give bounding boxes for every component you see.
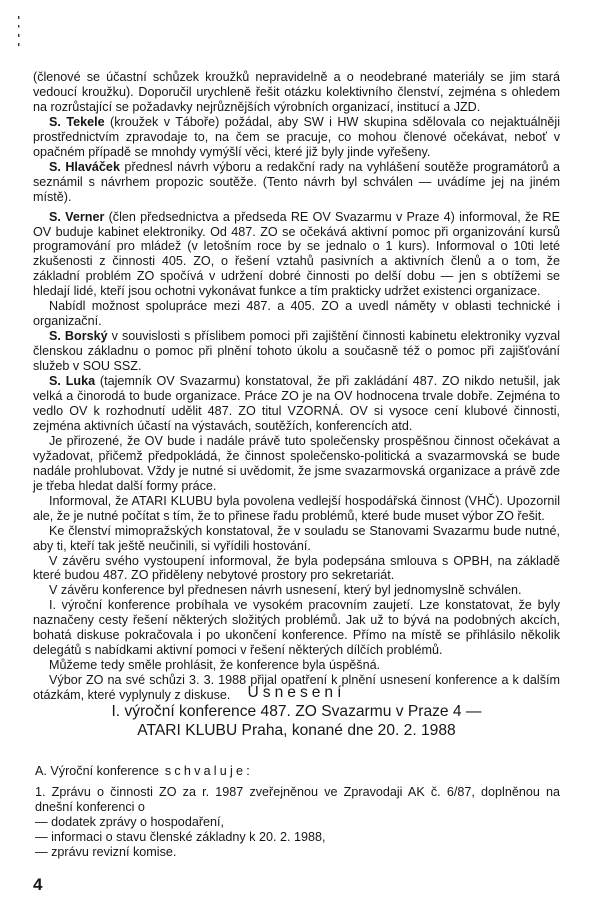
resolution-section-a [35,764,560,860]
paragraph-verner: S. Verner (člen předsednictva a předseda RE OV Svazarmu v Praze 4) informoval, že RE OV buduje kabinet elektroniky. Od 487. ZO se očekává aktivní pomoc při organizování kursů programování pro mládež (v letošním roce by se jednalo o 1 kurs). Informoval o 10ti leté zkušenosti z činnosti 405. ZO, o řešení vztahů pasivních a aktivních členů a o tom, že základní problém ZO spočívá v udržení dobré činnosti po delší dobu — jen s obtížemi se hledají lidé, kteří jsou ochotni vykonávat funkce a tím prakticky udržet existenci organizace. [33,209,560,299]
scan-margin-marks [17,12,21,52]
paragraph-membership: Ke členství mimopražských konstatoval, že v souladu se Stanovami Svazarmu bude nutné, aby ti, kteří tak ještě neučinili, si vyřídili hostování. [33,523,560,553]
paragraph-success: Můžeme tedy směle prohlásit, že konference byla úspěšná. [49,658,381,673]
speaker-name: S. Tekele [49,114,105,129]
paragraph-resolution-approved: V závěru konference byl přednesen návrh usnesení, který byl jednomyslně schválen. [49,583,522,598]
resolution-subtitle-line1: I. výroční konference 487. ZO Svazarmu v Praze 4 — [111,703,482,720]
paragraph-opbh: V závěru svého vystoupení informoval, že byla podepsána smlouva s OPBH, na základě které budou 487. ZO přiděleny nebytové prostory pro sekretariát. [33,553,560,583]
paragraph-vhc: Informoval, že ATARI KLUBU byla povolena vedlejší hospodářská činnost (VHČ). Upozornil ale, že je nutné počítat s tím, že to přinese řadu problémů, které bude muset výbor ZO řešit. [33,493,560,523]
list-item: 1. Zprávu o činnosti ZO za r. 1987 zveřejněnou ve Zpravodaji AK č. 6/87, doplněnou na dnešní konferenci o [35,784,560,814]
list-item: — informaci o stavu členské základny k 20. 2. 1988, [35,829,326,844]
speaker-name: S. Luka [49,374,96,389]
paragraph-natural: Je přirozené, že OV bude i nadále právě tuto společensky prospěšnou činnost očekávat a vyžadovat, přičemž předpokládá, že činnost společensko-politická a svazarmovská se bude nadále prohlubovat. Vždy je nutné si uvědomit, že jsme svazarmovská organizace a právě zde je třeba hledat další formy práce. [33,433,560,493]
speaker-name: S. Verner [49,209,105,224]
section-a-verb: schvaluje: [164,764,253,778]
minutes-body [33,70,560,703]
page-number: 4 [33,875,43,894]
paragraph-intro: (členové se účastní schůzek kroužků nepravidelně a o neodebrané materiály se jim stará vedoucí kroužku). Doporučil urychleně řešit otázku kolektivního členství, zejména s ohledem na rozrůstající se požadavky nejrůznějších výrobních organizací, institucí a JZD. [33,70,560,114]
paragraph-luka: S. Luka (tajemník OV Svazarmu) konstatoval, že při zakládání 487. ZO nikdo netušil, jak velká a činorodá to bude organizace. Práce ZO je na OV hodnocena trvale dobře. Zejména to vedlo OV k rozhodnutí udělit 487. ZO titul VZORNÁ. OV si vysoce cení klubové činnosti, zejména aktivních účastí na výstavách, soutěžích, konferencích atd. [33,374,560,433]
speaker-name: S. Hlaváček [49,159,120,174]
paragraph-hlavacek: S. Hlaváček přednesl návrh výboru a redakční rady na vyhlášení soutěže programátorů a seznámil s návrhem propozic soutěže. (Tento návrh byl schválen — uvádíme jej na jiném místě). [33,159,560,204]
list-item: — dodatek zprávy o hospodaření, [35,814,225,829]
paragraph-summary: I. výroční konference probíhala ve vysokém pracovním zaujetí. Lze konstatovat, že byly naznačeny cesty řešení některých složitých problémů. Jak už to bývá na podobných akcích, bohatá diskuse pokračovala i po ukončení konference. Přímo na místě se přihlásilo několik delegátů s nabídkami aktivní pomoci v řešení některých dílčích problémů. [33,598,560,658]
list-item: — zprávu revizní komise. [35,844,177,859]
speaker-name: S. Borský [49,329,108,344]
resolution-heading [33,683,560,740]
paragraph-tekele: S. Tekele (kroužek v Táboře) požádal, aby SW i HW skupina sdělovala co nejaktuálněji prostřednictvím zpravodaje to, na čem se pracuje, co mohou členové očekávat, neboť v opačném případě se mnohdy vymýšlí věci, které již byly jinde vyřešeny. [33,114,560,159]
section-a-label: A. Výroční konference schvaluje: [35,764,253,778]
resolution-subtitle-line2: ATARI KLUBU Praha, konané dne 20. 2. 1988 [137,722,456,739]
section-a-list [35,785,560,860]
paragraph-committee: Výbor ZO na své schůzi 3. 3. 1988 přijal opatření k plnění usnesení konference a k dalším otázkám, které vyplynuly z diskuse. [33,673,560,703]
paragraph-borsky: S. Borský v souvislosti s příslibem pomoci při zajištění činnosti kabinetu elektroniky vyzval členskou základnu o pomoc při plnění tohoto úkolu a současně též o pomoc při zajišťování služeb v SOU SSZ. [33,329,560,374]
resolution-title: Usnesení [247,684,346,701]
paragraph-cooperation: Nabídl možnost spolupráce mezi 487. a 405. ZO a uvedl náměty v oblasti technické i organizační. [33,299,560,329]
